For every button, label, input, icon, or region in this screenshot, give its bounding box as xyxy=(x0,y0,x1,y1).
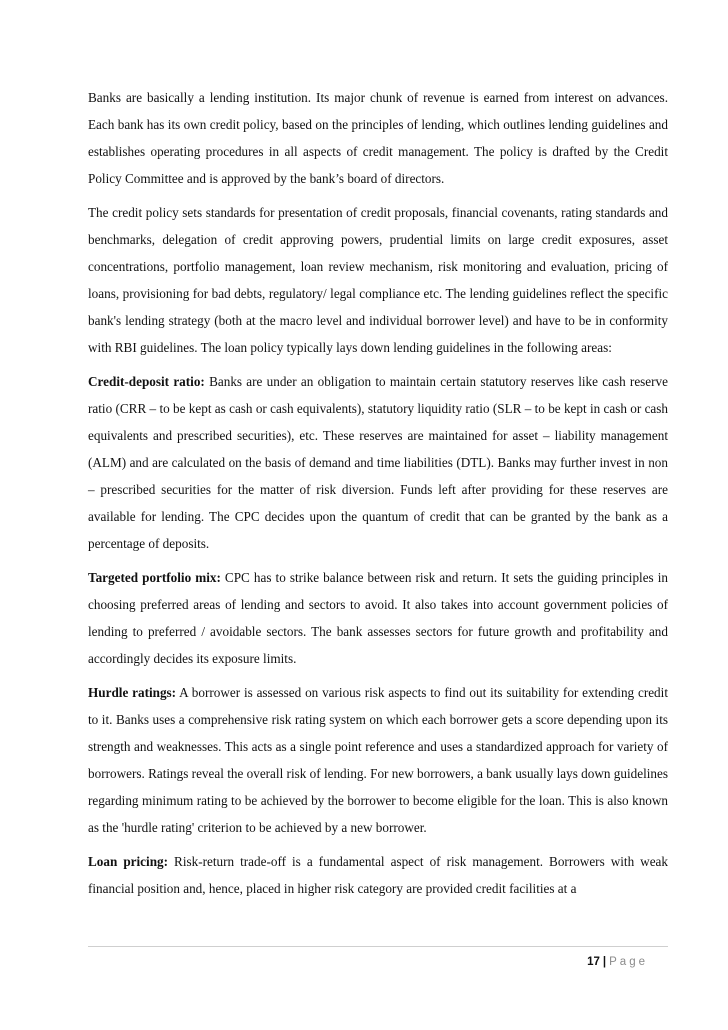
page-footer xyxy=(587,956,648,968)
paragraph-heading: Credit-deposit ratio: xyxy=(88,374,205,389)
paragraph-text: Banks are basically a lending institution. Its major chunk of revenue is earned from interest on advances. Each bank has its own credit policy, based on the principles of lending, which outlines lending guidelines and establishes operating procedures in all aspects of credit management. The policy is drafted by the Credit Policy Committee and is approved by the bank’s board of directors. xyxy=(88,90,668,186)
paragraph-text: CPC has to strike balance between risk and return. It sets the guiding principles in choosing preferred areas of lending and sectors to avoid. It also takes into account government policies of lending to preferred / avoidable sectors. The bank assesses sectors for future growth and profitability and accordingly decides its exposure limits. xyxy=(88,570,668,666)
page-number: 17 xyxy=(587,956,600,968)
paragraph-heading: Targeted portfolio mix: xyxy=(88,570,221,585)
footer-divider xyxy=(88,946,668,947)
paragraph-text: The credit policy sets standards for presentation of credit proposals, financial covenants, rating standards and benchmarks, delegation of credit approving powers, prudential limits on large credit exposures, asset concentrations, portfolio management, loan review mechanism, risk monitoring and evaluation, pricing of loans, provisioning for bad debts, regulatory/ legal compliance etc. The lending guidelines reflect the specific bank's lending strategy (both at the macro level and individual borrower level) and have to be in conformity with RBI guidelines. The loan policy typically lays down lending guidelines in the following areas: xyxy=(88,205,668,355)
paragraph-targeted-portfolio-mix xyxy=(88,564,668,672)
paragraph-text: Banks are under an obligation to maintain certain statutory reserves like cash reserve ratio (CRR – to be kept as cash or cash equivalents), statutory liquidity ratio (SLR – to be kept in cash or cash equivalents and prescribed securities), etc. These reserves are maintained for asset – liability management (ALM) and are calculated on the basis of demand and time liabilities (DTL). Banks may further invest in non – prescribed securities for the matter of risk diversion. Funds left after providing for these reserves are available for lending. The CPC decides upon the quantum of credit that can be granted by the bank as a percentage of deposits. xyxy=(88,374,668,551)
paragraph-hurdle-ratings xyxy=(88,679,668,841)
paragraph-credit-deposit-ratio xyxy=(88,368,668,557)
paragraph-heading: Hurdle ratings: xyxy=(88,685,177,700)
paragraph-text: Risk-return trade-off is a fundamental aspect of risk management. Borrowers with weak financial position and, hence, placed in higher risk category are provided credit facilities at a xyxy=(88,854,668,896)
paragraph-text: A borrower is assessed on various risk aspects to find out its suitability for extending credit to it. Banks uses a comprehensive risk rating system on which each borrower gets a score depending upon its strength and weaknesses. This acts as a single point reference and uses a standardized approach for variety of borrowers. Ratings reveal the overall risk of lending. For new borrowers, a bank usually lays down guidelines regarding minimum rating to be achieved by the borrower to become eligible for the loan. This is also known as the 'hurdle rating' criterion to be achieved by a new borrower. xyxy=(88,685,668,835)
body-text xyxy=(88,84,668,909)
paragraph-credit-policy xyxy=(88,199,668,361)
paragraph-heading: Loan pricing: xyxy=(88,854,169,869)
paragraph-intro xyxy=(88,84,668,192)
paragraph-loan-pricing xyxy=(88,848,668,902)
footer-separator: | xyxy=(602,956,607,968)
page-label: Page xyxy=(609,956,648,968)
